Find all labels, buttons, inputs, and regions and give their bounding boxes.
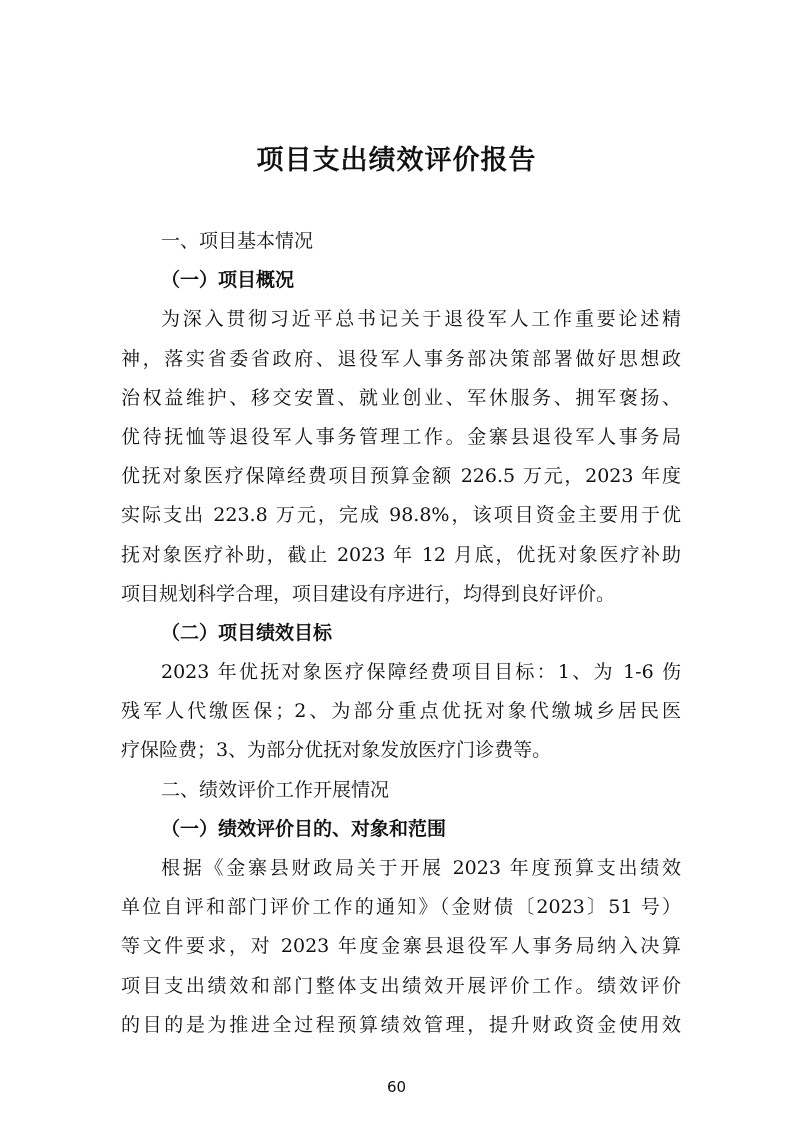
paragraph-line: 项目支出绩效和部门整体支出绩效开展评价工作。绩效评价 [121, 974, 681, 997]
paragraph-line: 神，落实省委省政府、退役军人事务部决策部署做好思想政 [121, 347, 681, 370]
report-title: 项目支出绩效评价报告 [256, 145, 537, 176]
paragraph-line: 优待抚恤等退役军人事务管理工作。金寨县退役军人事务局 [121, 425, 681, 448]
paragraph-line: 等文件要求，对 2023 年度金寨县退役军人事务局纳入决算 [121, 935, 681, 958]
paragraph-line: 优抚对象医疗保障经费项目预算金额 226.5 万元，2023 年度 [121, 465, 681, 488]
paragraph-line: 单位自评和部门评价工作的通知》（金财债〔2023〕51 号） [121, 896, 681, 919]
paragraph-line: 治权益维护、移交安置、就业创业、军休服务、拥军褒扬、 [121, 386, 681, 409]
paragraph-line: 实际支出 223.8 万元，完成 98.8%，该项目资金主要用于优 [121, 504, 681, 527]
paragraph-line: 残军人代缴医保；2、为部分重点优抚对象代缴城乡居民医 [121, 700, 681, 723]
paragraph-line: 为深入贯彻习近平总书记关于退役军人工作重要论述精 [161, 308, 681, 331]
section-heading: 二、绩效评价工作开展情况 [161, 778, 390, 801]
subsection-heading: （一）绩效评价目的、对象和范围 [161, 817, 447, 840]
report-body [121, 222, 681, 1045]
section-heading: 一、项目基本情况 [161, 230, 314, 252]
paragraph-line: 抚对象医疗补助，截止 2023 年 12 月底，优抚对象医疗补助 [121, 543, 681, 566]
paragraph-line: 的目的是为推进全过程预算绩效管理，提升财政资金使用效 [121, 1013, 681, 1036]
paragraph-line: 根据《金寨县财政局关于开展 2023 年度预算支出绩效 [161, 857, 681, 879]
page-number: 60 [386, 1078, 407, 1096]
paragraph-line: 2023 年优抚对象医疗保障经费项目目标：1、为 1-6 伤 [161, 661, 681, 684]
subsection-heading: （一）项目概况 [161, 269, 295, 292]
paragraph-line: 疗保险费；3、为部分优抚对象发放医疗门诊费等。 [121, 739, 552, 762]
paragraph-line: 项目规划科学合理，项目建设有序进行，均得到良好评价。 [121, 582, 616, 605]
subsection-heading: （二）项目绩效目标 [161, 621, 333, 644]
